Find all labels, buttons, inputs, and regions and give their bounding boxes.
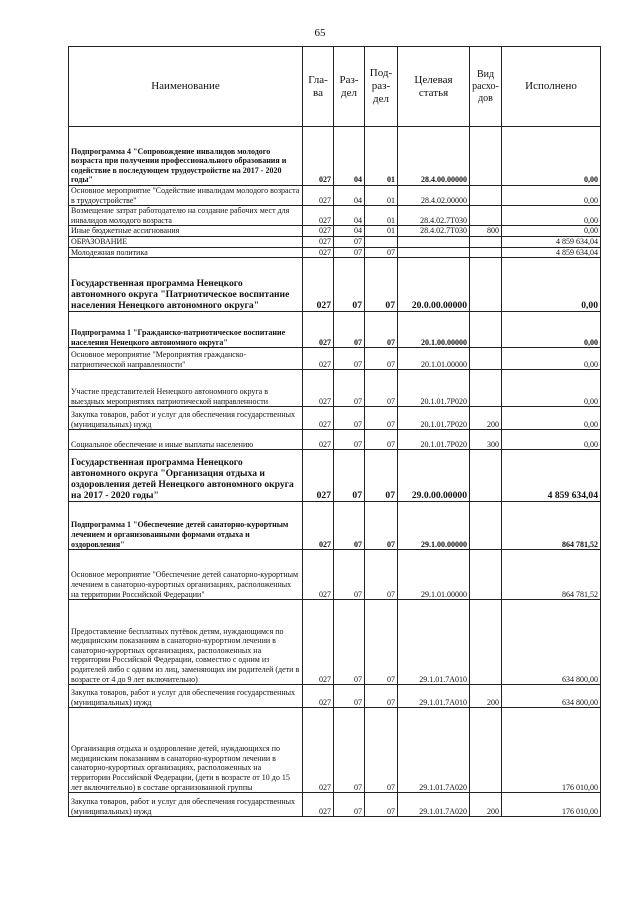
row-executed: 0,00 [502,370,601,407]
row-name: ОБРАЗОВАНИЕ [69,236,303,247]
table-body [69,127,601,817]
row-target: 28.4.02.00000 [398,186,470,206]
row-subsection: 07 [365,430,398,450]
row-executed: 176 010,00 [502,793,601,817]
row-subsection: 07 [365,370,398,407]
row-section: 04 [334,127,365,186]
table-row [69,348,601,370]
row-executed: 0,00 [502,407,601,430]
row-executed: 0,00 [502,312,601,348]
row-subsection: 07 [365,685,398,708]
row-target: 20.1.01.7Р020 [398,407,470,430]
row-name: Социальное обеспечение и иные выплаты населению [69,430,303,450]
row-name: Основное мероприятие "Содействие инвалидам молодого возраста в трудоустройстве" [69,186,303,206]
header-executed: Исполнено [502,47,601,127]
table-row [69,430,601,450]
row-section: 07 [334,450,365,502]
row-name: Основное мероприятие "Обеспечение детей санаторно-курортным лечением в санаторно-курортных организациях, расположенных на территории Российской Федерации" [69,550,303,600]
row-section: 07 [334,600,365,685]
row-subsection: 07 [365,600,398,685]
table-row [69,312,601,348]
row-section: 04 [334,206,365,226]
row-expense-type [470,348,502,370]
row-target: 29.1.00.00000 [398,502,470,550]
row-name: Закупка товаров, работ и услуг для обеспечения государственных (муниципальных) нужд [69,793,303,817]
row-section: 07 [334,685,365,708]
row-executed: 0,00 [502,430,601,450]
row-subsection: 07 [365,348,398,370]
row-expense-type [470,236,502,247]
row-chapter: 027 [303,708,334,793]
row-name: Основное мероприятие "Мероприятия гражданско-патриотической направленности" [69,348,303,370]
row-expense-type: 200 [470,793,502,817]
row-executed: 864 781,52 [502,502,601,550]
row-executed: 0,00 [502,258,601,312]
row-name: Иные бюджетные ассигнования [69,226,303,237]
row-section: 07 [334,550,365,600]
row-executed: 176 010,00 [502,708,601,793]
row-target [398,236,470,247]
row-section: 07 [334,258,365,312]
row-target: 20.1.01.00000 [398,348,470,370]
row-section: 04 [334,226,365,237]
row-name: Закупка товаров, работ и услуг для обеспечения государственных (муниципальных) нужд [69,685,303,708]
row-section: 07 [334,708,365,793]
table-row [69,186,601,206]
row-chapter: 027 [303,450,334,502]
row-chapter: 027 [303,206,334,226]
header-subsection: Под- раз- дел [365,47,398,127]
page-number: 65 [314,27,326,39]
table-row [69,600,601,685]
table-row [69,450,601,502]
row-executed: 634 800,00 [502,685,601,708]
row-chapter: 027 [303,430,334,450]
row-expense-type [470,312,502,348]
table-row [69,708,601,793]
row-expense-type [470,258,502,312]
row-chapter: 027 [303,550,334,600]
table-row [69,247,601,258]
row-chapter: 027 [303,793,334,817]
row-target: 29.1.01.7А020 [398,793,470,817]
row-section: 07 [334,793,365,817]
row-executed: 4 859 634,04 [502,450,601,502]
header-target: Целевая статья [398,47,470,127]
row-name: Государственная программа Ненецкого автономного округа "Патриотическое воспитание населения Ненецкого автономного округа" [69,258,303,312]
row-name: Подпрограмма 1 "Гражданско-патриотическое воспитание населения Ненецкого автономного округа" [69,312,303,348]
row-section: 07 [334,348,365,370]
row-executed: 0,00 [502,127,601,186]
table-row [69,550,601,600]
row-target: 20.1.01.7Р020 [398,430,470,450]
row-subsection: 01 [365,186,398,206]
row-section: 07 [334,502,365,550]
row-name: Подпрограмма 1 "Обеспечение детей санаторно-курортным лечением и организованными формами отдыха и оздоровления" [69,502,303,550]
row-target: 29.1.01.7А020 [398,708,470,793]
row-target [398,247,470,258]
row-subsection: 01 [365,127,398,186]
table-row [69,793,601,817]
row-subsection: 07 [365,502,398,550]
row-expense-type [470,206,502,226]
row-target: 28.4.00.00000 [398,127,470,186]
row-name: Организация отдыха и оздоровление детей, нуждающихся по медицинским показаниям в санаторно-курортном лечении в санаторно-курортных организациях, расположенных на территории Российской Федерации, (дети в возрасте от 10 до 15 лет включительно) в составе организованной группы [69,708,303,793]
row-name: Возмещение затрат работодателю на создание рабочих мест для инвалидов молодого возраста [69,206,303,226]
row-chapter: 027 [303,685,334,708]
row-section: 07 [334,312,365,348]
row-section: 07 [334,430,365,450]
row-expense-type: 800 [470,226,502,237]
row-section: 07 [334,370,365,407]
row-target: 20.1.01.7Р020 [398,370,470,407]
row-target: 28.4.02.7Т030 [398,206,470,226]
row-executed: 0,00 [502,348,601,370]
table-row [69,370,601,407]
header-row [69,47,601,127]
row-subsection: 07 [365,550,398,600]
row-chapter: 027 [303,186,334,206]
table-row [69,258,601,312]
row-section: 07 [334,407,365,430]
row-subsection: 01 [365,226,398,237]
table-row [69,685,601,708]
row-chapter: 027 [303,502,334,550]
row-executed: 4 859 634,04 [502,236,601,247]
row-subsection: 01 [365,206,398,226]
row-expense-type [470,550,502,600]
row-subsection: 07 [365,708,398,793]
row-expense-type [470,502,502,550]
row-executed: 0,00 [502,186,601,206]
row-section: 07 [334,236,365,247]
row-executed: 0,00 [502,206,601,226]
row-chapter: 027 [303,600,334,685]
row-executed: 4 859 634,04 [502,247,601,258]
row-expense-type [470,186,502,206]
row-chapter: 027 [303,226,334,237]
row-name: Закупка товаров, работ и услуг для обеспечения государственных (муниципальных) нужд [69,407,303,430]
row-chapter: 027 [303,127,334,186]
row-chapter: 027 [303,236,334,247]
row-name: Государственная программа Ненецкого автономного округа "Организация отдыха и оздоровления детей Ненецкого автономного округа на 2017 - 2020 годы" [69,450,303,502]
row-expense-type [470,450,502,502]
row-expense-type: 200 [470,407,502,430]
row-target: 29.1.01.7А010 [398,600,470,685]
row-subsection: 07 [365,247,398,258]
row-name: Молодежная политика [69,247,303,258]
row-target: 29.1.01.00000 [398,550,470,600]
row-subsection: 07 [365,258,398,312]
row-section: 04 [334,186,365,206]
row-expense-type [470,370,502,407]
row-expense-type [470,247,502,258]
row-expense-type: 300 [470,430,502,450]
row-name: Предоставление бесплатных путёвок детям, нуждающимся по медицинским показаниям в санаторно-курортном лечении в санаторно-курортных организациях, расположенных на территории Российской Федерации, совместно с одним из родителей либо с одним из лиц, заменяющих им родителей (дети в возрасте от 4 до 9 лет включительно) [69,600,303,685]
row-chapter: 027 [303,247,334,258]
row-expense-type [470,600,502,685]
header-name: Наименование [69,47,303,127]
row-chapter: 027 [303,370,334,407]
row-target: 29.1.01.7А010 [398,685,470,708]
row-expense-type [470,127,502,186]
row-expense-type [470,708,502,793]
table-row [69,407,601,430]
row-executed: 864 781,52 [502,550,601,600]
row-executed: 634 800,00 [502,600,601,685]
row-subsection: 07 [365,407,398,430]
row-name: Участие представителей Ненецкого автономного округа в выездных мероприятиях патриотической направленности [69,370,303,407]
row-target: 29.0.00.00000 [398,450,470,502]
table-row [69,206,601,226]
row-chapter: 027 [303,407,334,430]
table-row [69,236,601,247]
header-chapter: Гла- ва [303,47,334,127]
row-expense-type: 200 [470,685,502,708]
row-subsection: 07 [365,793,398,817]
row-target: 20.0.00.00000 [398,258,470,312]
row-subsection: 07 [365,312,398,348]
header-expense-type: Вид расхо- дов [470,47,502,127]
row-chapter: 027 [303,312,334,348]
header-section: Раз- дел [334,47,365,127]
row-target: 28.4.02.7Т030 [398,226,470,237]
row-executed: 0,00 [502,226,601,237]
table-row [69,226,601,237]
row-chapter: 027 [303,258,334,312]
table-row [69,502,601,550]
table-row [69,127,601,186]
row-section: 07 [334,247,365,258]
row-chapter: 027 [303,348,334,370]
row-subsection: 07 [365,450,398,502]
row-target: 20.1.00.00000 [398,312,470,348]
row-subsection [365,236,398,247]
budget-table [68,46,601,817]
row-name: Подпрограмма 4 "Сопровождение инвалидов молодого возраста при получении профессионального образования и содействие в последующем трудоустройстве на 2017 - 2020 годы" [69,127,303,186]
